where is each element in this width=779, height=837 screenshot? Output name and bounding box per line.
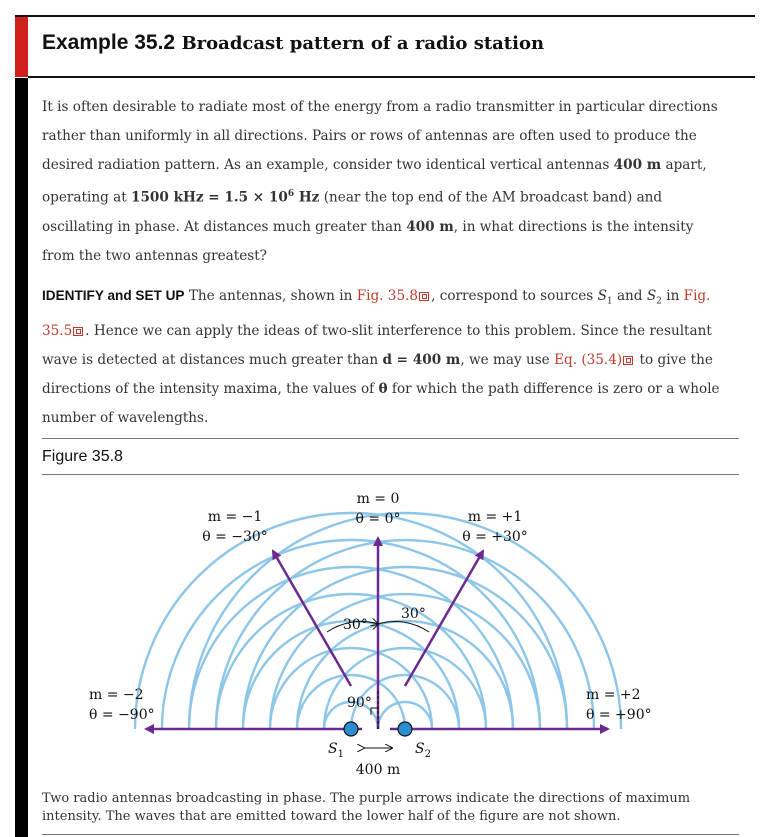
example-accent-bar — [15, 17, 28, 77]
title-rule — [28, 76, 755, 78]
problem-statement: It is often desirable to radiate most of the energy from a radio transmitter in particular directions rather than uniformly in all directions. Pairs or rows of antennas are often used to produce the desired radiation pattern. As an example, consider two identical vertical antennas 400 m apart, operating at 1500 kHz = $1.5 \times 10^6$ Hz (near the top end of the AM broadcast band) and oscillating in phase. At distances much greater than 400 m, in what directions is the intensity from the two antennas greatest? — [42, 99, 718, 264]
wavefront-arc — [270, 648, 432, 729]
label-m-neg1: m = −1 — [207, 509, 263, 525]
link-fig-35-5[interactable]: Fig. 35.5 — [42, 288, 711, 339]
example-label: Example 35.2 — [42, 31, 176, 54]
label-theta-pos90: θ = +90° — [586, 707, 652, 723]
example-side-bar — [15, 78, 28, 837]
link-fig-35-8[interactable]: Fig. 35.8 — [357, 288, 431, 304]
label-s1: $S_1$ — [328, 741, 344, 760]
figure-caption: Two radio antennas broadcasting in phase. The purple arrows indicate the directions of maximum intensity. The waves that are emitted toward the lower half of the figure are not shown. — [42, 791, 691, 824]
label-m-neg2: m = −2 — [89, 687, 144, 703]
figure-title-rule — [42, 474, 739, 475]
caption-rule — [42, 834, 739, 835]
label-theta-neg90: θ = −90° — [89, 707, 155, 723]
label-theta-pos30: θ = +30° — [462, 529, 528, 545]
label-m-pos2: m = +2 — [586, 687, 641, 703]
top-rule — [15, 15, 755, 17]
example-title — [42, 30, 544, 55]
antenna-s1 — [344, 722, 358, 736]
label-angle-30-right: 30° — [401, 606, 426, 622]
label-angle-90: 90° — [347, 695, 372, 711]
antenna-s2 — [398, 722, 412, 736]
label-theta0: θ = 0° — [355, 511, 401, 527]
external-link-icon — [623, 356, 633, 365]
figure-top-rule — [42, 438, 739, 439]
label-m0: m = 0 — [356, 491, 400, 507]
wavefront-arc — [324, 648, 486, 729]
external-link-icon — [73, 327, 83, 336]
external-link-icon — [419, 292, 429, 301]
label-distance: 400 m — [355, 762, 401, 778]
link-eq-35-4[interactable]: Eq. (35.4) — [554, 352, 635, 368]
identify-label: IDENTIFY and SET UP — [42, 288, 185, 303]
label-s2: $S_2$ — [415, 741, 431, 760]
identify-setup-paragraph: IDENTIFY and SET UP The antennas, shown in Fig. 35.8 , correspond to sources $S_1$ and $S_2$ in Fig. 35.5 . Hence we can apply the ideas of two-slit interference to this problem. Since the resultant wave is detected at distances much greater than d = 400 m, we may use Eq. (35.4) to give the directions of the intensity maxima, the values of θ for which the path difference is zero or a whole number of wavelengths. — [42, 288, 720, 426]
example-heading: Broadcast pattern of a radio station — [181, 33, 545, 54]
radiation-pattern-figure — [42, 478, 739, 788]
label-theta-neg30: θ = −30° — [202, 529, 268, 545]
label-m-pos1: m = +1 — [467, 509, 523, 525]
label-angle-30-left: 30° — [343, 617, 368, 633]
figure-title: Figure 35.8 — [42, 448, 123, 465]
